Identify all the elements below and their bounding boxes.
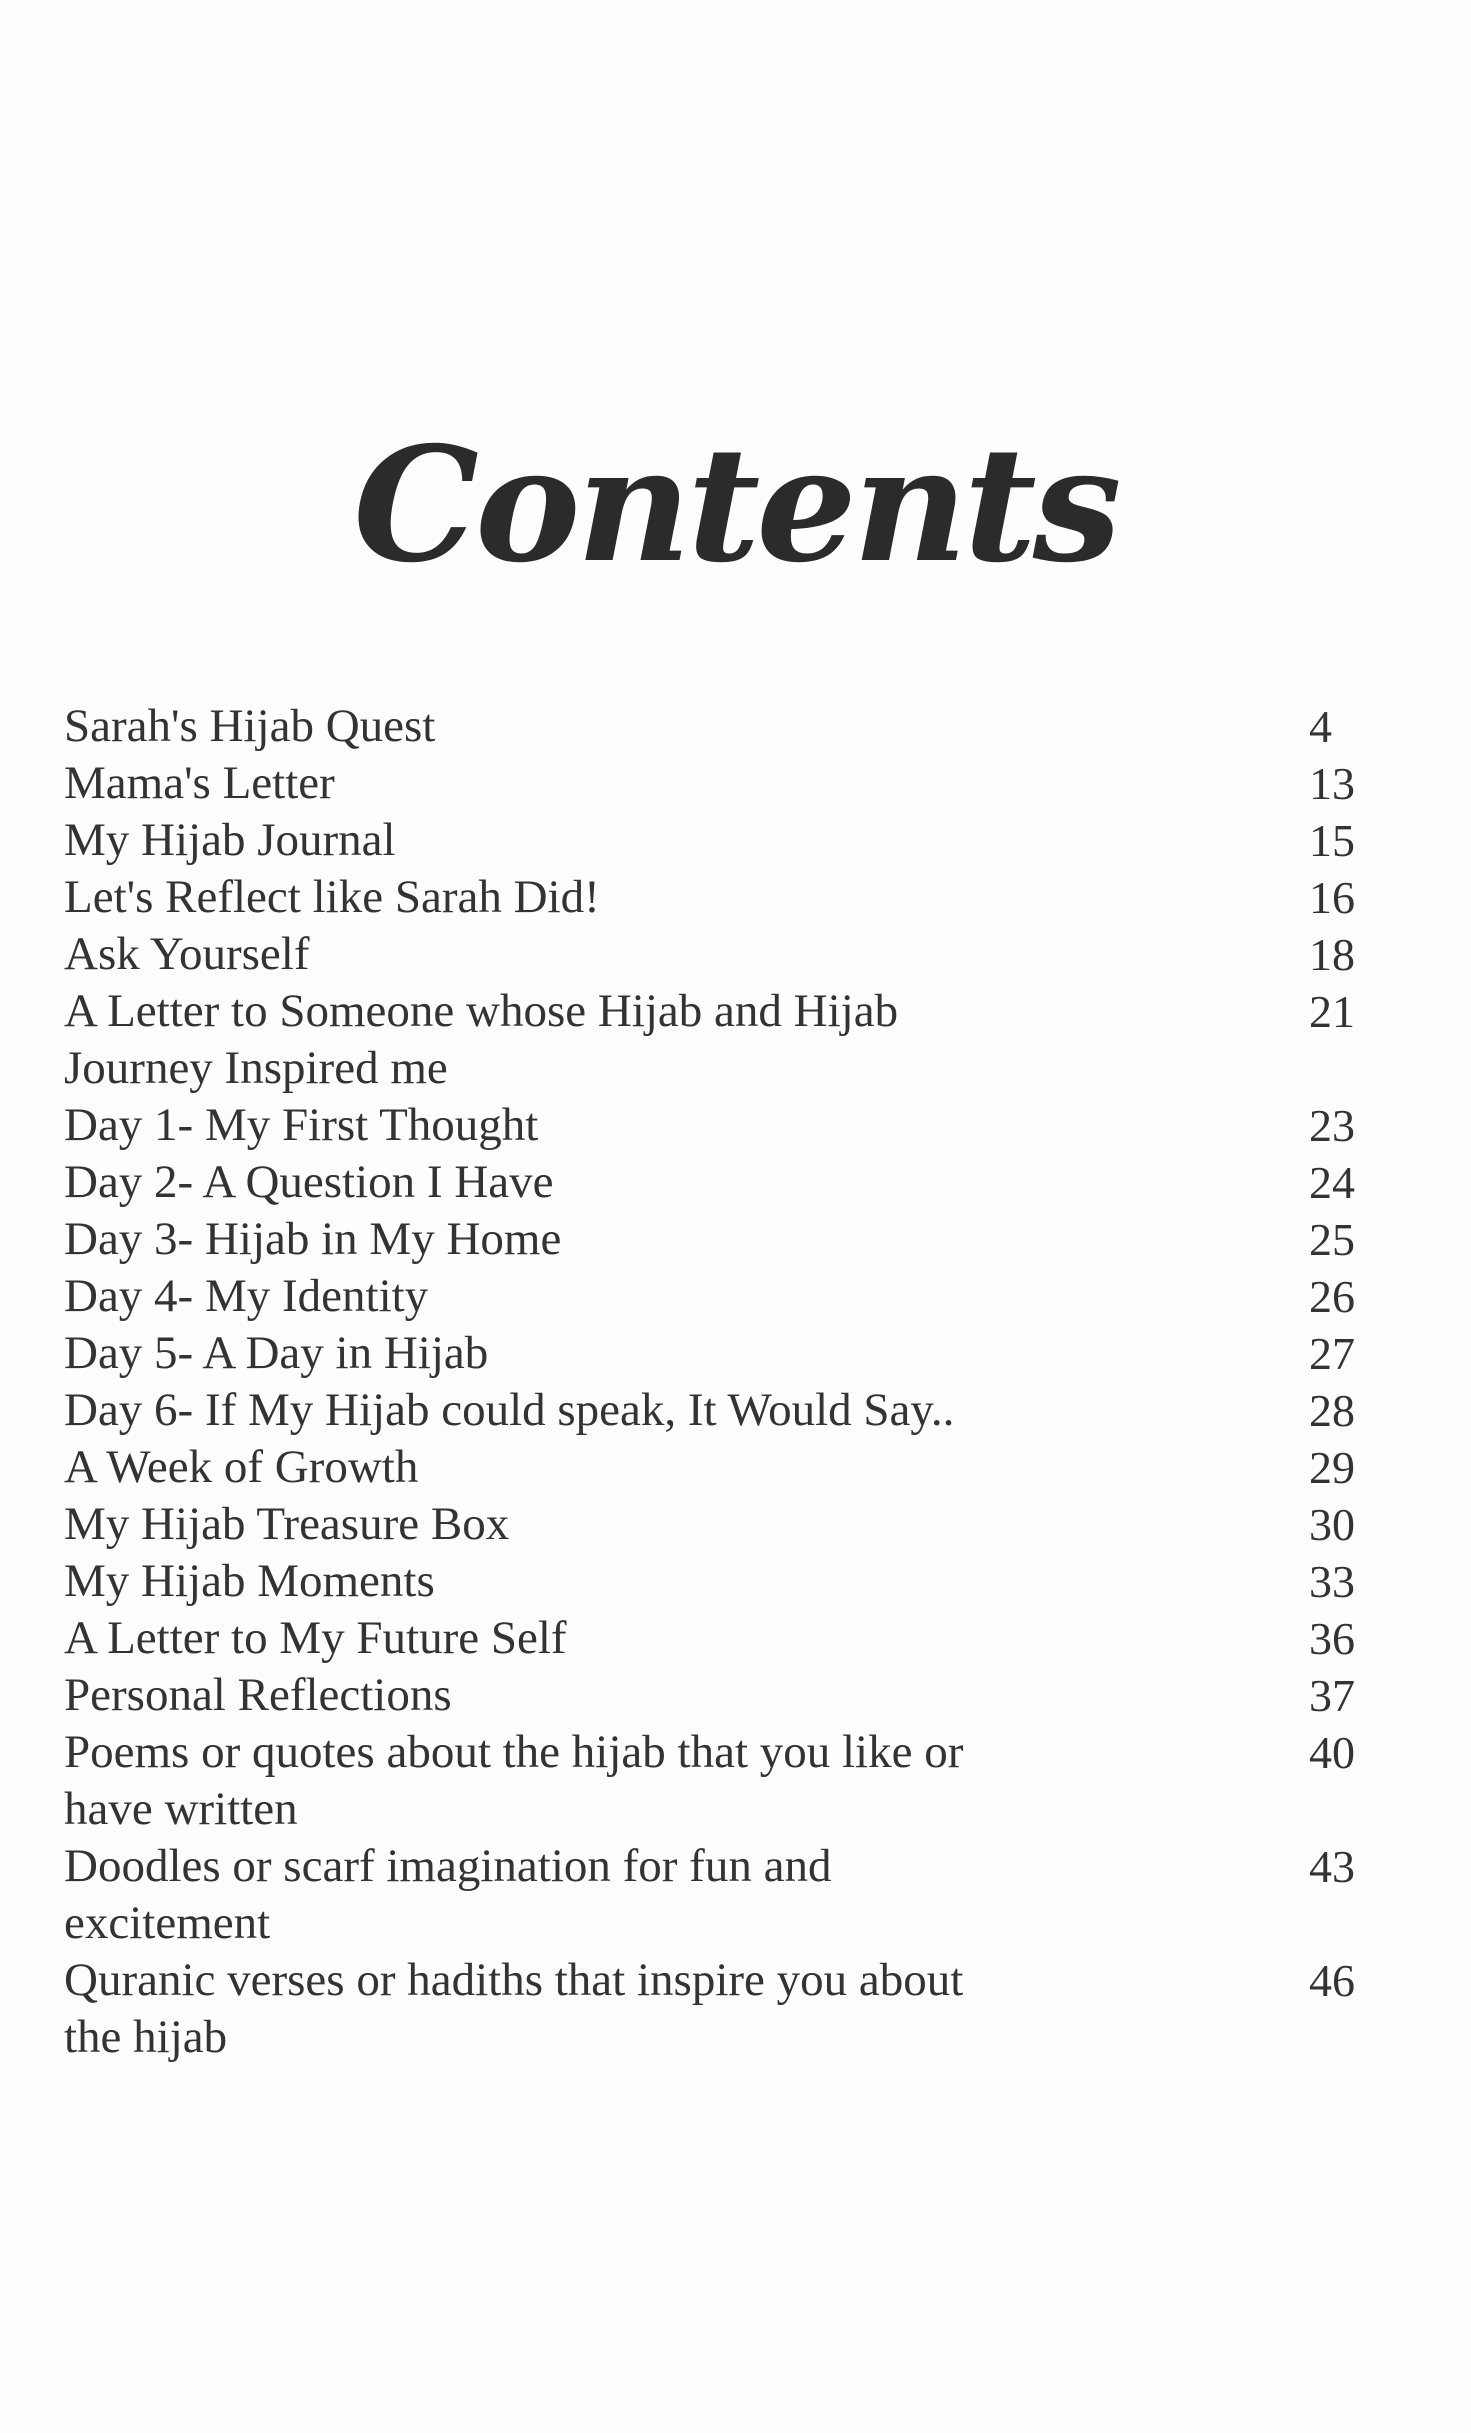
toc-entry[interactable] [64, 1952, 1394, 2066]
toc-entry-page: 33 [1309, 1556, 1355, 1607]
toc-entry[interactable] [64, 869, 1394, 926]
toc-entry-title: A Week of Growth [64, 1441, 419, 1493]
toc-entry-page: 28 [1309, 1385, 1355, 1436]
toc-entry-title: Day 4- My Identity [64, 1270, 429, 1322]
toc-entry-page: 36 [1309, 1613, 1355, 1664]
toc-entry[interactable] [64, 1838, 1394, 1952]
toc-entry-page: 4 [1309, 701, 1332, 752]
toc-entry-page: 40 [1309, 1727, 1355, 1778]
toc-entry-title: Mama's Letter [64, 757, 335, 809]
toc-entry[interactable] [64, 1154, 1394, 1211]
toc-entry[interactable] [64, 1211, 1394, 1268]
toc-entry-page: 18 [1309, 929, 1355, 980]
toc-entry-title: Poems or quotes about the hijab that you like or have written [64, 1726, 964, 1835]
toc-entry[interactable] [64, 1667, 1394, 1724]
toc-entry[interactable] [64, 1553, 1394, 1610]
toc-entry-title: Day 3- Hijab in My Home [64, 1213, 562, 1265]
toc-entry[interactable] [64, 1439, 1394, 1496]
toc-entry-page: 29 [1309, 1442, 1355, 1493]
toc-entry-title: A Letter to Someone whose Hijab and Hijab Journey Inspired me [64, 985, 899, 1094]
toc-entry-title: Ask Yourself [64, 928, 310, 980]
toc-entry[interactable] [64, 1724, 1394, 1838]
toc-entry-page: 13 [1309, 758, 1355, 809]
toc-entry-page: 21 [1309, 986, 1355, 1037]
toc-entry[interactable] [64, 1610, 1394, 1667]
toc-entry[interactable] [64, 1496, 1394, 1553]
toc-entry[interactable] [64, 926, 1394, 983]
toc-entry-title: Day 2- A Question I Have [64, 1156, 554, 1208]
toc-entry-title: Doodles or scarf imagination for fun and excitement [64, 1840, 832, 1949]
toc-entry[interactable] [64, 1382, 1394, 1439]
toc-entry-title: My Hijab Treasure Box [64, 1498, 510, 1550]
contents-heading: Contents [353, 412, 1118, 598]
toc-entry-page: 23 [1309, 1100, 1355, 1151]
toc-entry-page: 15 [1309, 815, 1355, 866]
toc-entry-title: Personal Reflections [64, 1669, 452, 1721]
table-of-contents [64, 698, 1394, 2066]
toc-entry[interactable] [64, 983, 1394, 1097]
toc-entry-title: My Hijab Moments [64, 1555, 435, 1607]
toc-entry-page: 24 [1309, 1157, 1355, 1208]
toc-entry-page: 26 [1309, 1271, 1355, 1322]
toc-entry[interactable] [64, 698, 1394, 755]
toc-entry-page: 27 [1309, 1328, 1355, 1379]
toc-entry-title: A Letter to My Future Self [64, 1612, 567, 1664]
toc-entry[interactable] [64, 755, 1394, 812]
toc-entry-title: Quranic verses or hadiths that inspire you about the hijab [64, 1954, 964, 2063]
toc-entry-title: Sarah's Hijab Quest [64, 700, 436, 752]
toc-entry[interactable] [64, 1097, 1394, 1154]
toc-entry-title: Day 1- My First Thought [64, 1099, 539, 1151]
toc-entry-title: My Hijab Journal [64, 814, 396, 866]
toc-entry-title: Day 5- A Day in Hijab [64, 1327, 489, 1379]
toc-entry-title: Day 6- If My Hijab could speak, It Would Say.. [64, 1384, 955, 1436]
toc-entry-title: Let's Reflect like Sarah Did! [64, 871, 600, 923]
toc-entry-page: 30 [1309, 1499, 1355, 1550]
toc-entry-page: 46 [1309, 1955, 1355, 2006]
toc-entry[interactable] [64, 1268, 1394, 1325]
toc-entry[interactable] [64, 812, 1394, 869]
toc-entry-page: 37 [1309, 1670, 1355, 1721]
toc-entry-page: 16 [1309, 872, 1355, 923]
toc-entry-page: 25 [1309, 1214, 1355, 1265]
toc-entry-page: 43 [1309, 1841, 1355, 1892]
toc-entry[interactable] [64, 1325, 1394, 1382]
